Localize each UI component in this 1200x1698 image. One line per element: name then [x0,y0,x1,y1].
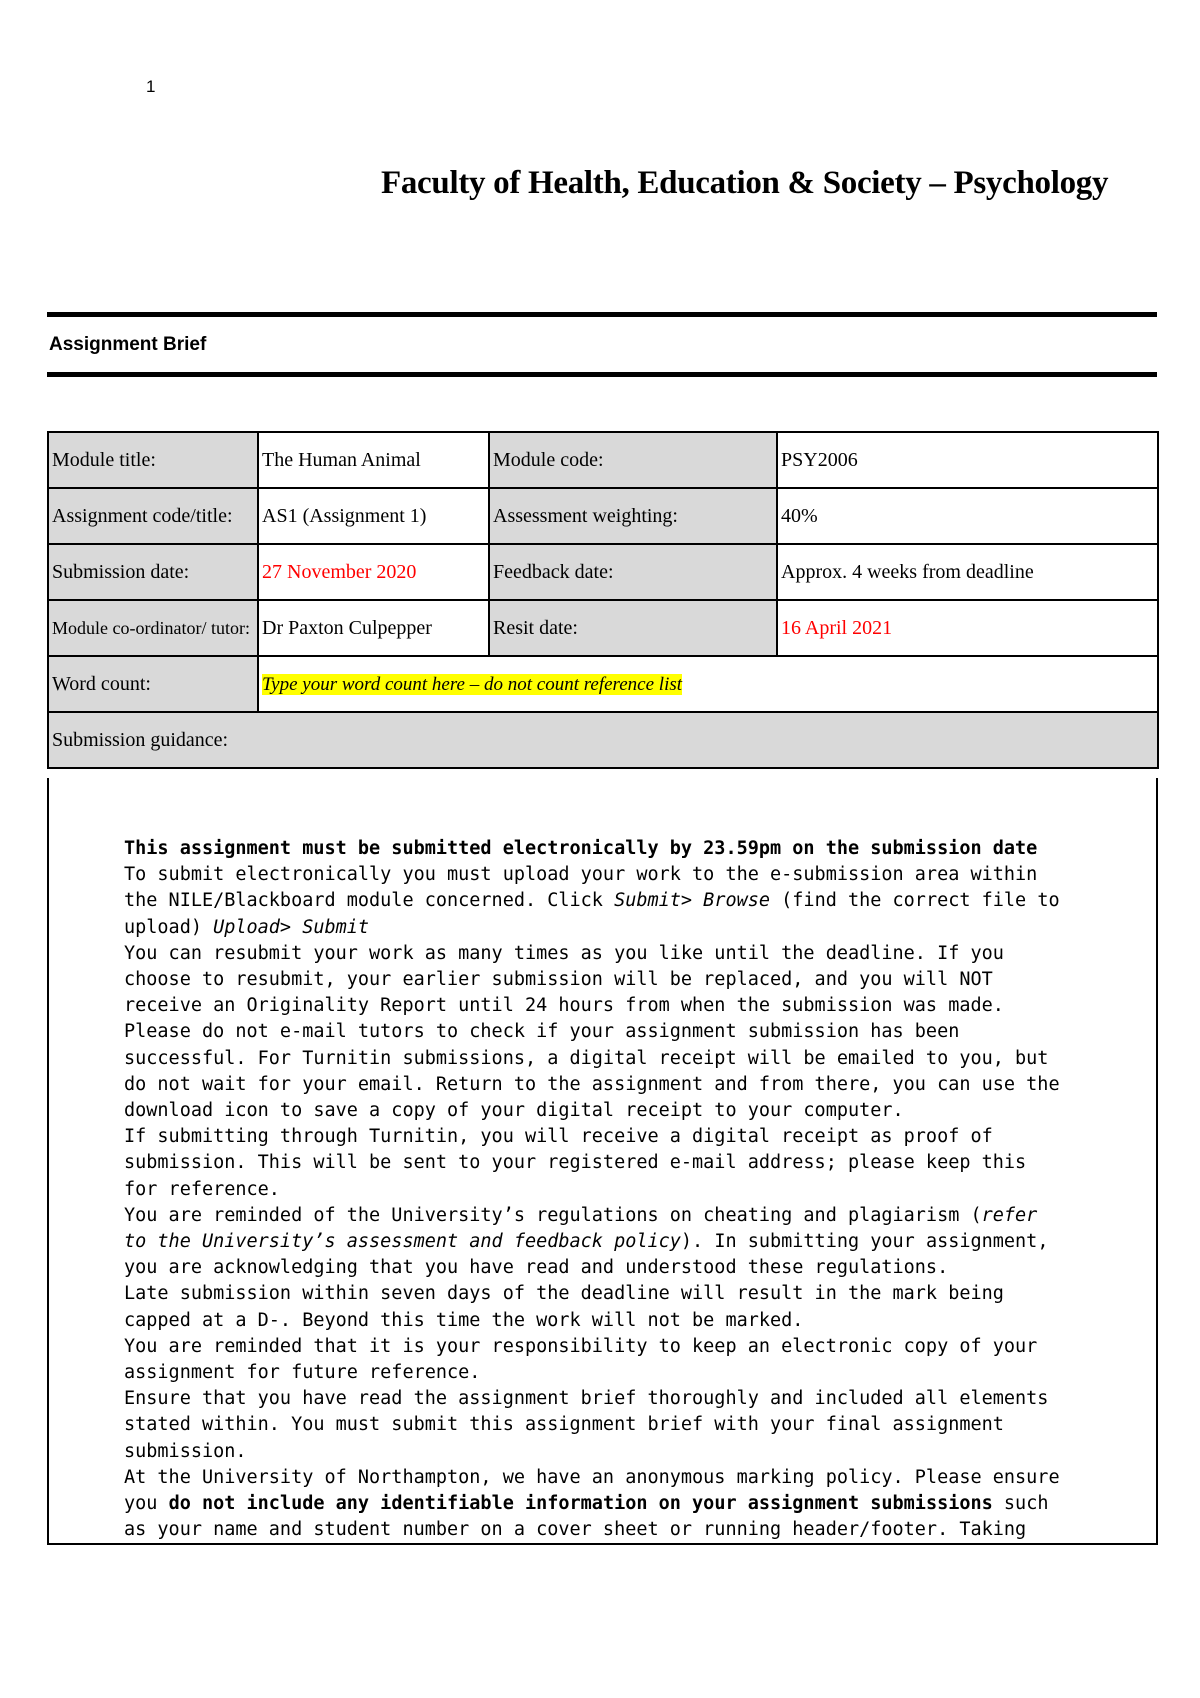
policy-reference: to the University’s assessment and feedback policy [124,1231,681,1253]
page-number: 1 [146,77,156,96]
guidance-line: choose to resubmit, your earlier submission will be replaced, and you will NOT [124,969,993,991]
resit-date-value: 16 April 2021 [777,600,1158,656]
assignment-brief-heading: Assignment Brief [49,334,207,355]
coordinator-value: Dr Paxton Culpepper [258,600,489,656]
table-row [48,488,1158,544]
faculty-title: Faculty of Health, Education & Society – Psychology [381,165,1109,201]
module-title-value: The Human Animal [258,432,489,488]
guidance-line: You are reminded that it is your responsibility to keep an electronic copy of your [124,1335,1038,1357]
module-code-label: Module code: [489,432,777,488]
heading-rule-bottom [47,372,1157,377]
word-count-value[interactable]: Type your word count here – do not count reference list [262,673,683,695]
word-count-label: Word count: [48,656,258,712]
resit-date-label: Resit date: [489,600,777,656]
guidance-line: for reference. [124,1178,280,1200]
submit-browse-instruction: Submit> Browse [614,890,771,912]
guidance-line: the NILE/Blackboard module concerned. Click Submit> Browse (find the correct file to [124,890,1060,912]
submission-guidance-label: Submission guidance: [48,712,1158,768]
table-row [48,656,1158,712]
guidance-line: capped at a D-. Beyond this time the work will not be marked. [124,1309,804,1331]
guidance-line: upload) Upload> Submit [124,916,370,938]
guidance-line: To submit electronically you must upload your work to the e-submission area within [124,864,1038,886]
assignment-info-table [47,431,1159,769]
upload-submit-instruction: Upload> Submit [213,916,370,938]
guidance-line: You can resubmit your work as many times as you like until the deadline. If you [124,942,1004,964]
policy-reference: refer [981,1204,1038,1226]
guidance-line: If submitting through Turnitin, you will receive a digital receipt as proof of [124,1126,993,1148]
table-row [48,712,1158,768]
weighting-label: Assessment weighting: [489,488,777,544]
assignment-code-value: AS1 (Assignment 1) [258,488,489,544]
submission-guidance-text [124,836,1156,1543]
submission-guidance-box [47,778,1158,1545]
guidance-line: Late submission within seven days of the deadline will result in the mark being [124,1283,1004,1305]
guidance-line: Ensure that you have read the assignment brief thoroughly and included all elements [124,1388,1049,1410]
guidance-line: At the University of Northampton, we have an anonymous marking policy. Please ensure [124,1466,1060,1488]
guidance-line: do not wait for your email. Return to the assignment and from there, you can use the [124,1073,1060,1095]
guidance-line: This assignment must be submitted electronically by 23.59pm on the submission date [124,838,1038,859]
guidance-line: to the University’s assessment and feedback policy). In submitting your assignment, [124,1231,1049,1253]
feedback-date-value: Approx. 4 weeks from deadline [777,544,1158,600]
guidance-line: Please do not e-mail tutors to check if your assignment submission has been [124,1021,960,1043]
submission-date-value: 27 November 2020 [258,544,489,600]
table-row [48,544,1158,600]
guidance-line: successful. For Turnitin submissions, a digital receipt will be emailed to you, but [124,1047,1049,1069]
guidance-line: you are acknowledging that you have read and understood these regulations. [124,1257,949,1279]
guidance-line: receive an Originality Report until 24 hours from when the submission was made. [124,995,1004,1017]
guidance-line: You are reminded of the University’s regulations on cheating and plagiarism (refer [124,1204,1038,1226]
heading-rule-top [47,312,1157,317]
guidance-line: submission. This will be sent to your registered e-mail address; please keep this [124,1152,1027,1174]
feedback-date-label: Feedback date: [489,544,777,600]
anonymity-warning: do not include any identifiable information on your assignment submissions [168,1493,993,1515]
weighting-value: 40% [777,488,1158,544]
guidance-line: assignment for future reference. [124,1362,481,1384]
table-row [48,600,1158,656]
guidance-line: as your name and student number on a cover sheet or running header/footer. Taking [124,1519,1027,1541]
coordinator-label: Module co-ordinator/ tutor: [48,600,258,656]
table-row [48,432,1158,488]
submission-date-label: Submission date: [48,544,258,600]
module-code-value: PSY2006 [777,432,1158,488]
guidance-line: submission. [124,1440,247,1462]
guidance-line: download icon to save a copy of your digital receipt to your computer. [124,1100,904,1122]
word-count-cell[interactable] [258,656,1158,712]
guidance-line: stated within. You must submit this assignment brief with your final assignment [124,1414,1004,1436]
module-title-label: Module title: [48,432,258,488]
guidance-line: you do not include any identifiable information on your assignment submissions such [124,1493,1049,1515]
assignment-code-label: Assignment code/title: [48,488,258,544]
